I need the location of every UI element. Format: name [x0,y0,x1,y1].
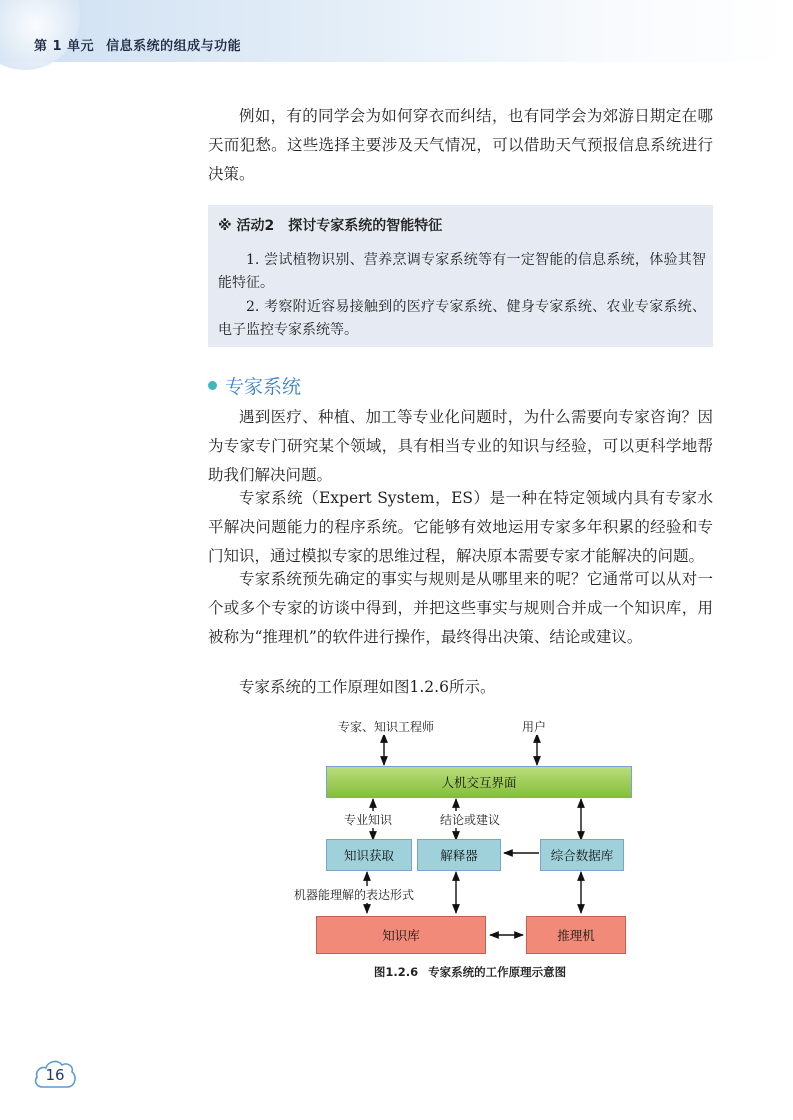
body-paragraph: 专家系统（Expert System，ES）是一种在特定领域内具有专家水平解决问题能力的程序系统。它能够有效地运用专家多年积累的经验和专门知识，通过模拟专家的思维过程，解决原本需要专家才能解决的问题。 [208,489,713,565]
page-number-badge [33,1057,77,1091]
intro-paragraph: 例如，有的同学会为如何穿衣而纠结，也有同学会为郊游日期定在哪天而犯愁。这些选择主要涉及天气情况，可以借助天气预报信息系统进行决策。 [208,107,713,183]
page-number: 16 [45,1066,65,1084]
figure-caption [280,964,660,980]
body-paragraph: 遇到医疗、种植、加工等专业化问题时，为什么需要向专家咨询？因为专家专门研究某个领域，具有相当专业的知识与经验，可以更科学地帮助我们解决问题。 [208,408,713,484]
box-knowledge-base: 知识库 [316,916,486,954]
caption-text: 专家系统的工作原理示意图 [428,965,567,979]
body-paragraph: 专家系统预先确定的事实与规则是从哪里来的呢？它通常可以从对一个或多个专家的访谈中得到，并把这些事实与规则合并成一个知识库，用被称为“推理机”的软件进行操作，最终得出决策、结论或建议。 [208,570,713,646]
header-unit: 第 1 单元 [34,39,95,54]
page-header [0,0,793,62]
activity-item: 1. 尝试植物识别、营养烹调专家系统等有一定智能的信息系统，体验其智能特征。 [218,252,706,291]
header-unit-title: 信息系统的组成与功能 [106,39,242,54]
box-interface: 人机交互界面 [326,766,632,798]
box-explainer: 解释器 [417,839,501,871]
label-conclusion: 结论或建议 [440,813,501,827]
body-paragraph: 专家系统的工作原理如图1.2.6所示。 [239,678,496,696]
box-acquisition: 知识获取 [326,839,412,871]
label-user: 用户 [522,720,547,734]
activity-item: 2. 考察附近容易接触到的医疗专家系统、健身专家系统、农业专家系统、电子监控专家系统等。 [218,299,706,338]
label-experts: 专家、知识工程师 [338,720,435,734]
expert-system-diagram [280,712,660,987]
caption-number: 图1.2.6 [373,965,419,979]
header-title [34,35,241,54]
label-expertise: 专业知识 [344,813,393,827]
bullet-dot-icon [208,381,217,390]
box-database: 综合数据库 [540,839,624,871]
box-inference: 推理机 [526,916,626,954]
activity-box [208,205,713,347]
section-heading-text: 专家系统 [225,376,302,398]
section-heading [208,372,301,399]
activity-title: ※ 活动2 探讨专家系统的智能特征 [218,218,443,234]
label-machine-form: 机器能理解的表达形式 [294,888,415,902]
